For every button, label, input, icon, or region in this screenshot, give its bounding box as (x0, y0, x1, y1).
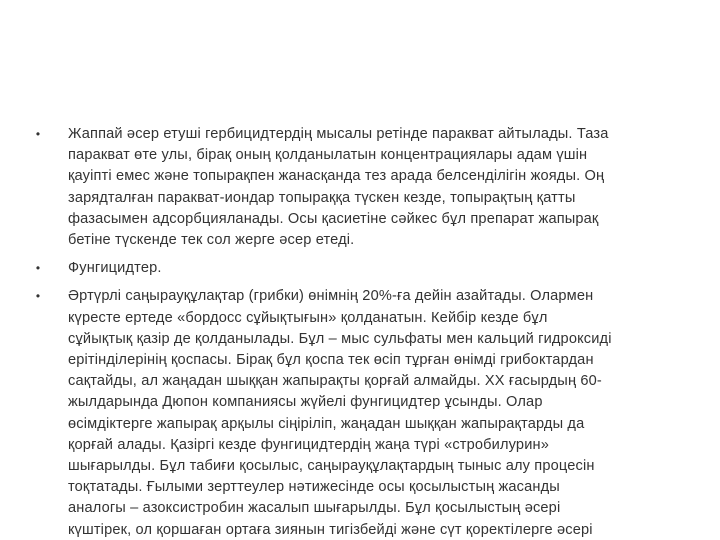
text-line: Әртүрлі саңырауқұлақтар (грибки) өнімнің 20%-ға дейін азайтады. Олармен (68, 288, 594, 305)
bullet-item (32, 286, 682, 540)
text-line: күштірек, ол қоршаған ортаға зиянын тигізбейді және сүт қоректілерге әсері (68, 521, 593, 538)
text-line: қорғай алады. Қазіргі кезде фунгицидтердің жаңа түрі «стробилурин» (68, 436, 549, 453)
text-line: бетіне түскенде тек сол жерге әсер етеді. (68, 232, 355, 249)
bullet-dot-icon: • (35, 127, 41, 141)
text-line: фазасымен адсорбцияланады. Осы қасиетіне сәйкес бұл препарат жапырақ (68, 210, 599, 227)
text-line: күресте ертеде «бордосс сұйықтығын» қолданатын. Кейбір кезде бұл (68, 309, 548, 326)
text-line: Жаппай әсер етуші гербицидтердің мысалы ретінде паракват айтылады. Таза (68, 126, 609, 142)
text-line: зарядталған паракват-иондар топыраққа түскен кезде, топырақтың қатты (68, 189, 576, 206)
bullet-dot-icon: • (35, 261, 41, 276)
text-line: тоқтатады. Ғылыми зерттеулер нәтижесінде осы қосылыстың жасанды (68, 479, 560, 496)
bullet-list (32, 124, 682, 540)
text-line: жылдарында Дюпон компаниясы жүйелі фунгицидтер ұсынды. Олар (68, 394, 543, 411)
bullet-dot-icon: • (35, 289, 41, 304)
bullet-item (32, 258, 682, 279)
text-line: сұйықтық қазір де қолданылады. Бұл – мыс сульфаты мен кальций гидроксиді (68, 330, 612, 347)
text-line: ерітінділерінің қоспасы. Бірақ бұл қоспа тек өсіп тұрған өнімді грибоктардан (68, 352, 594, 369)
bullet-item (32, 124, 682, 251)
text-line: Фунгицидтер. (68, 260, 162, 277)
text-line: паракват өте улы, бірақ оның қолданылатын концентрациялары адам үшін (68, 147, 588, 164)
text-line: қауіпті емес және топырақпен жанасқанда тез арада белсенділігін жояды. Оң (68, 168, 605, 185)
text-line: аналогы – азоксистробин жасалып шығарылды. Бұл қосылыстың әсері (68, 500, 561, 517)
text-line: шығарылды. Бұл табиғи қосылыс, саңырауқұлақтардың тыныс алу процесін (68, 458, 595, 475)
text-line: өсімдіктерге жапырақ арқылы сіңіріліп, жаңадан шыққан жапырақтарды да (68, 415, 585, 432)
text-line: сақтайды, ал жаңадан шыққан жапырақты қорғай алмайды. XX ғасырдың 60- (68, 373, 602, 390)
